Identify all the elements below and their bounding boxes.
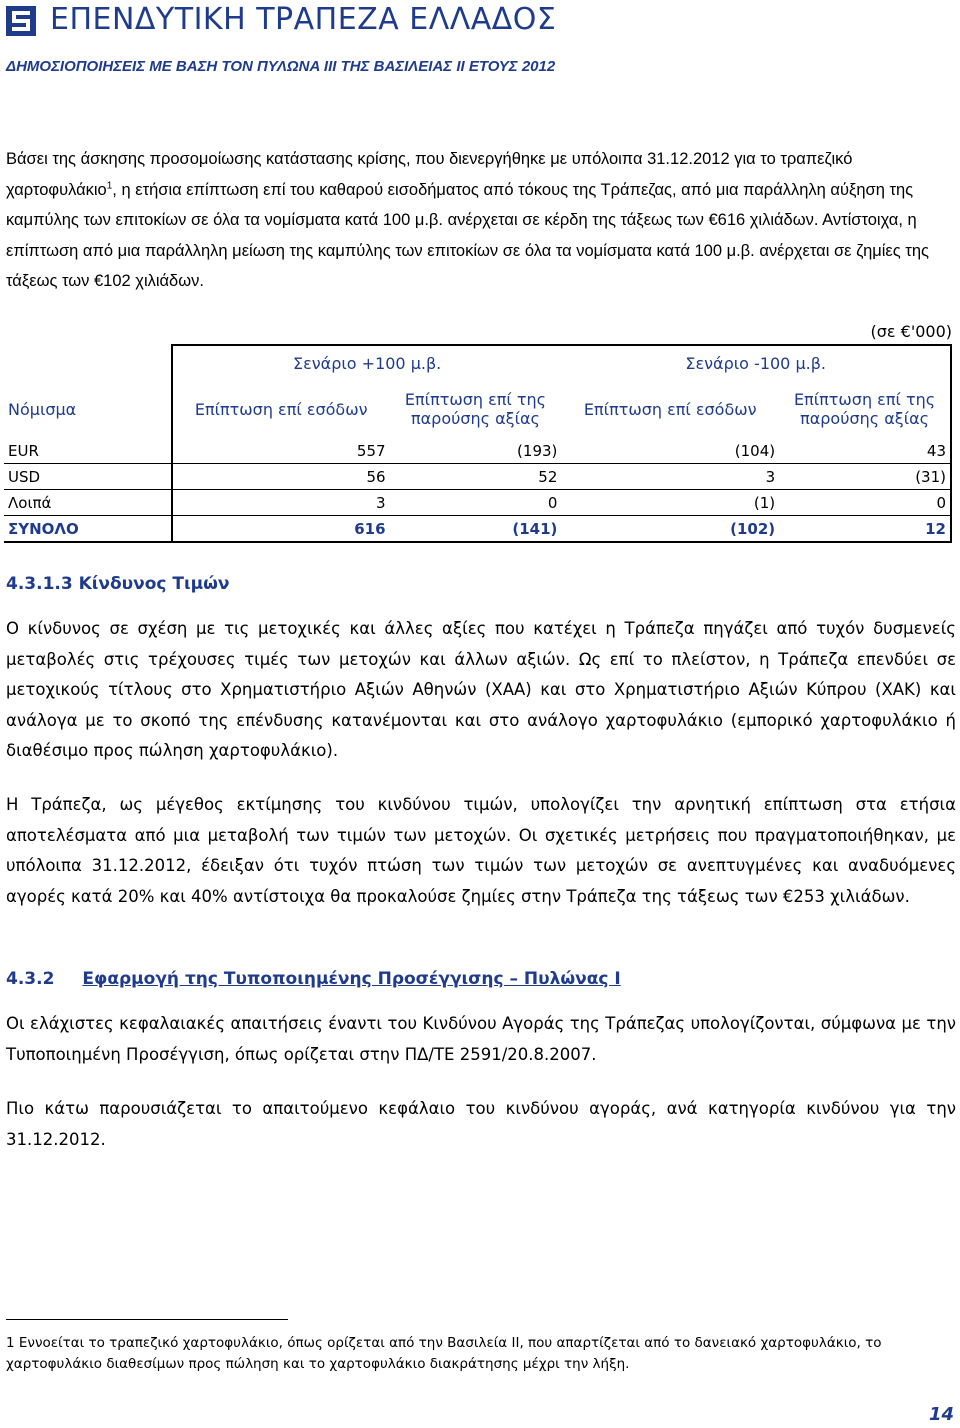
row-up-value: (193): [517, 441, 558, 460]
total-label: ΣΥΝΟΛΟ: [8, 519, 79, 538]
intro-paragraph: [6, 144, 956, 297]
table-row: [4, 464, 951, 490]
row-down-value: 0: [779, 490, 951, 516]
page-header: [0, 0, 960, 90]
interest-rate-scenario-table: [4, 344, 952, 543]
row-down-value: 43: [779, 438, 951, 464]
row-down-income: (104): [734, 441, 776, 460]
row-currency: USD: [8, 467, 41, 486]
total-up-income: 616: [172, 516, 390, 543]
footnote-ref[interactable]: 1: [106, 180, 113, 191]
intro-text-2: , η ετήσια επίπτωση επί του καθαρού εισοδήματος από τόκους της Τράπεζας, από μια παράλληλη αύξηση της καμπύλης των επιτοκίων σε όλα τα νομίσματα κατά 100 μ.β. ανέρχεται σε κέρδη της τάξεως των €616 χιλιάδων. Αντίστοιχα, η επίπτωση από μια παράλληλη μείωση της καμπύλης των επιτοκίων σε όλα τα νομίσματα κατά 100 μ.β. ανέρχεται σε ζημίες της τάξεως των €102 χιλιάδων.: [6, 180, 929, 290]
row-currency: EUR: [8, 441, 39, 460]
section-title: Εφαρμογή της Τυποποιημένης Προσέγγισης – Πυλώνας Ι: [82, 969, 621, 989]
scenario-up-header: Σενάριο +100 μ.β.: [172, 345, 562, 380]
document-subtitle: ΔΗΜΟΣΙΟΠΟΙΗΣΕΙΣ ΜΕ ΒΑΣΗ ΤΟΝ ΠΥΛΩΝΑ ΙΙΙ ΤΗΣ ΒΑΣΙΛΕΙΑΣ ΙΙ ΕΤΟΥΣ 2012: [6, 58, 556, 75]
price-risk-paragraph-1: Ο κίνδυνος σε σχέση με τις μετοχικές και άλλες αξίες που κατέχει η Τράπεζα πηγάζει από τυχόν δυσμενείς μεταβολές στις τρέχουσες τιμές των μετοχών και άλλων αξιών. Ως επί το πλείστον, η Τράπεζα επενδύει σε μετοχικούς τίτλους στο Χρηματιστήριο Αξιών Αθηνών (ΧΑΑ) και στο Χρηματιστήριο Αξιών Κύπρου (ΧΑΚ) και ανάλογα με το σκοπό της επένδυσης κατανέμονται και στο ανάλογο χαρτοφυλάκιο (εμπορικό χαρτοφυλάκιο ή διαθέσιμο προς πώληση χαρτοφυλάκιο).: [6, 619, 956, 760]
intro-text-1: Βάσει της άσκησης προσομοίωσης κατάστασης κρίσης, που διενεργήθηκε με υπόλοιπα 31.12.2012 για το τραπεζικό χαρτοφυλάκιο: [6, 150, 853, 199]
footnote-divider: [6, 1319, 288, 1320]
table-row: [4, 438, 951, 464]
col-currency: Νόμισμα: [8, 399, 77, 419]
row-down-income: (1): [753, 493, 776, 512]
col-up-value: Επίπτωση επί της παρούσης αξίας: [404, 390, 547, 428]
page-number: 14: [928, 1404, 954, 1425]
row-up-income: 56: [172, 464, 390, 490]
row-up-income: 557: [172, 438, 390, 464]
section-heading-standardised: [6, 969, 621, 989]
row-up-income: 3: [172, 490, 390, 516]
section-heading-price-risk: 4.3.1.3 Κίνδυνος Τιμών: [6, 574, 230, 594]
scenario-down-header: Σενάριο -100 μ.β.: [561, 345, 951, 380]
bank-logo-icon: [6, 6, 36, 36]
row-currency: Λοιπά: [8, 493, 52, 512]
total-down-value: 12: [779, 516, 951, 543]
table-row: [4, 490, 951, 516]
row-up-value: 0: [547, 493, 558, 512]
units-label: (σε €'000): [870, 322, 952, 341]
row-down-value: (31): [779, 464, 951, 490]
col-down-value: Επίπτωση επί της παρούσης αξίας: [779, 380, 951, 438]
row-down-income: 3: [765, 467, 776, 486]
total-down-income: (102): [730, 519, 776, 538]
footnote: 1 Εννοείται το τραπεζικό χαρτοφυλάκιο, όπως ορίζεται από την Βασιλεία ΙΙ, που απαρτίζεται από το δανειακό χαρτοφυλάκιο, το χαρτοφυλάκιο διαθεσίμων προς πώληση και το χαρτοφυλάκιο διακράτησης μέχρι την λήξη.: [6, 1335, 882, 1372]
col-up-income: Επίπτωση επί εσόδων: [172, 380, 390, 438]
row-up-value: 52: [538, 467, 558, 486]
standardised-paragraph-1: Οι ελάχιστες κεφαλαιακές απαιτήσεις έναντι του Κινδύνου Αγοράς της Τράπεζας υπολογίζονται, σύμφωνα με την Τυποποιημένη Προσέγγιση, όπως ορίζεται στην ΠΔ/ΤΕ 2591/20.8.2007.: [6, 1014, 956, 1064]
standardised-paragraph-2: Πιο κάτω παρουσιάζεται το απαιτούμενο κεφάλαιο του κινδύνου αγοράς, ανά κατηγορία κινδύνου για την 31.12.2012.: [6, 1099, 956, 1149]
section-number: 4.3.2: [6, 969, 55, 989]
bank-name: ΕΠΕΝΔΥΤΙΚΗ ΤΡΑΠΕΖΑ ΕΛΛΑΔΟΣ: [50, 2, 557, 37]
total-row: [4, 516, 951, 543]
total-up-value: (141): [512, 519, 558, 538]
price-risk-paragraph-2: Η Τράπεζα, ως μέγεθος εκτίμησης του κινδύνου τιμών, υπολογίζει την αρνητική επίπτωση στα ετήσια αποτελέσματα από μια μεταβολή των τιμών των μετοχών. Οι σχετικές μετρήσεις που πραγματοποιήθηκαν, με υπόλοιπα 31.12.2012, έδειξαν ότι τυχόν πτώση των τιμών των μετοχών σε ανεπτυγμένες και αναδυόμενες αγορές κατά 20% και 40% αντίστοιχα θα προκαλούσε ζημίες στην Τράπεζα της τάξεως των €253 χιλιάδων.: [6, 795, 956, 906]
col-down-income: Επίπτωση επί εσόδων: [583, 399, 757, 419]
